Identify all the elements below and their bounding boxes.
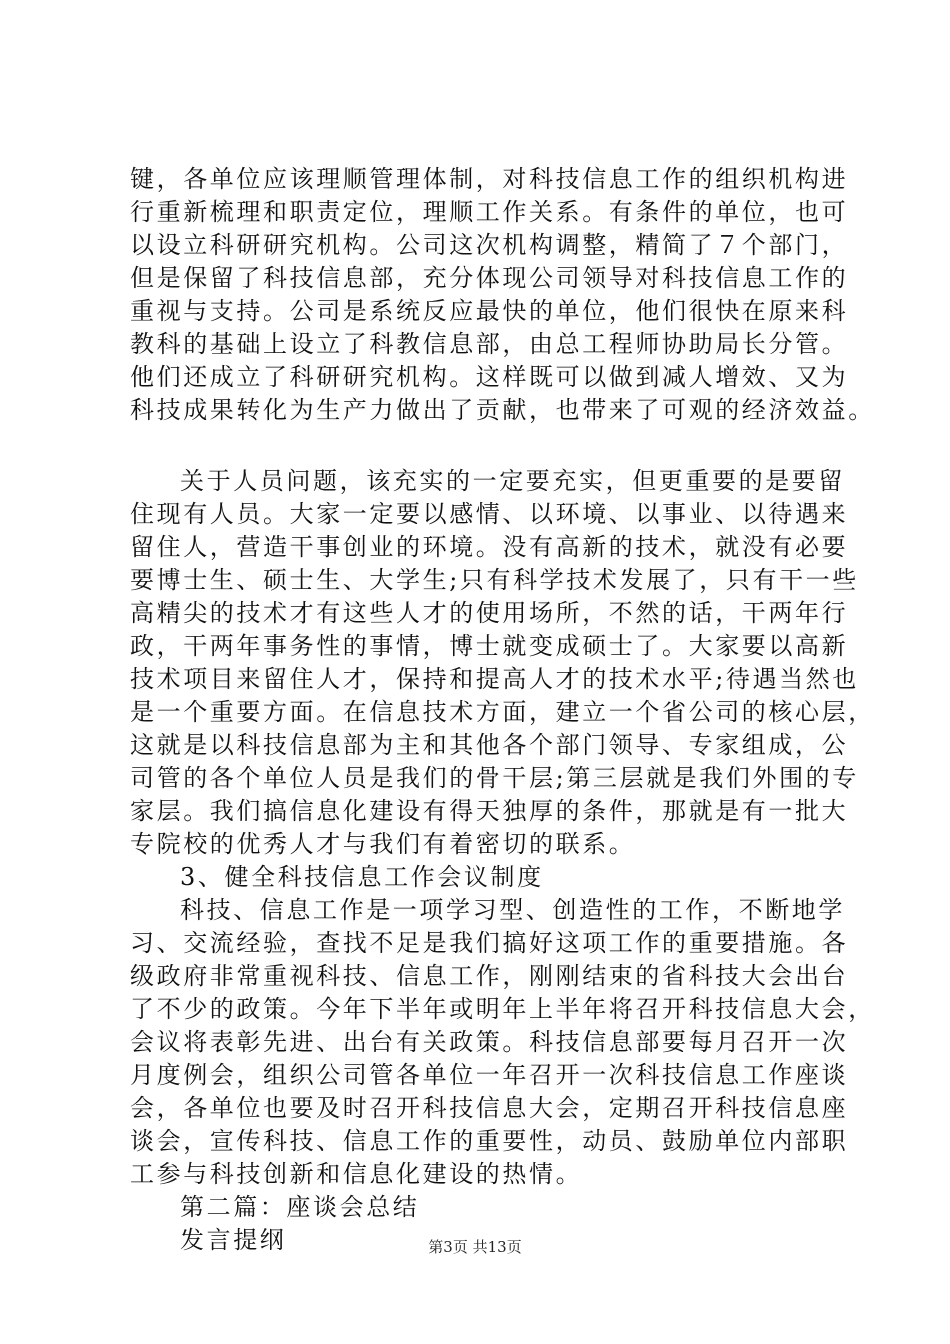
paragraph-gap	[130, 427, 850, 465]
text-line: 住现有人员。大家一定要以感情、以环境、以事业、以待遇来	[130, 500, 849, 528]
text-line: 这就是以科技信息部为主和其他各个部门领导、专家组成，公	[130, 731, 849, 759]
text-line: 留住人，营造干事创业的环境。没有高新的技术，就没有必要	[130, 533, 849, 561]
text-line: 月度例会，组织公司管各单位一年召开一次科技信息工作座谈	[130, 1061, 849, 1089]
text-line: 级政府非常重视科技、信息工作，刚刚结束的省科技大会出台	[130, 962, 849, 990]
text-line: 技术项目来留住人才，保持和提高人才的技术水平;待遇当然也	[130, 665, 859, 693]
text-line: 会，各单位也要及时召开科技信息大会，定期召开科技信息座	[130, 1094, 849, 1122]
text-line: 专院校的优秀人才与我们有着密切的联系。	[130, 830, 636, 858]
paragraph-start-line: 关于人员问题，该充实的一定要充实，但更重要的是要留	[180, 467, 845, 495]
text-line: 了不少的政策。今年下半年或明年上半年将召开科技信息大会，	[130, 995, 875, 1023]
text-line: 行重新梳理和职责定位，理顺工作关系。有条件的单位，也可	[130, 198, 849, 226]
section-heading: 3、健全科技信息工作会议制度	[180, 863, 544, 891]
subheading: 发言提纲	[180, 1226, 287, 1254]
document-body	[130, 163, 875, 1257]
text-line: 政，干两年事务性的事情，博士就变成硕士了。大家要以高新	[130, 632, 849, 660]
text-line: 他们还成立了科研研究机构。这样既可以做到减人增效、又为	[130, 363, 849, 391]
text-line: 谈会，宣传科技、信息工作的重要性，动员、鼓励单位内部职	[130, 1127, 849, 1155]
text-line: 科技成果转化为生产力做出了贡献，也带来了可观的经济效益。	[130, 396, 875, 424]
text-line: 以设立科研研究机构。公司这次机构调整，精简了７个部门，	[130, 231, 849, 259]
text-line: 习、交流经验，查找不足是我们搞好这项工作的重要措施。各	[130, 929, 849, 957]
text-line: 司管的各个单位人员是我们的骨干层;第三层就是我们外围的专	[130, 764, 859, 792]
text-line: 教科的基础上设立了科教信息部，由总工程师协助局长分管。	[130, 330, 849, 358]
text-line: 家层。我们搞信息化建设有得天独厚的条件，那就是有一批大	[130, 797, 849, 825]
text-line: 高精尖的技术才有这些人才的使用场所，不然的话，干两年行	[130, 599, 849, 627]
text-line: 但是保留了科技信息部，充分体现公司领导对科技信息工作的	[130, 264, 849, 292]
text-line: 键，各单位应该理顺管理体制，对科技信息工作的组织机构进	[130, 165, 849, 193]
text-line: 要博士生、硕士生、大学生;只有科学技术发展了，只有干一些	[130, 566, 859, 594]
text-line: 重视与支持。公司是系统反应最快的单位，他们很快在原来科	[130, 297, 849, 325]
paragraph-start-line: 科技、信息工作是一项学习型、创造性的工作，不断地学	[180, 896, 845, 924]
text-line: 会议将表彰先进、出台有关政策。科技信息部要每月召开一次	[130, 1028, 849, 1056]
page-footer: 第3页 共13页	[428, 1238, 522, 1256]
text-line: 是一个重要方面。在信息技术方面，建立一个省公司的核心层，	[130, 698, 875, 726]
chapter-heading: 第二篇：座谈会总结	[180, 1193, 420, 1221]
text-line: 工参与科技创新和信息化建设的热情。	[130, 1160, 583, 1188]
